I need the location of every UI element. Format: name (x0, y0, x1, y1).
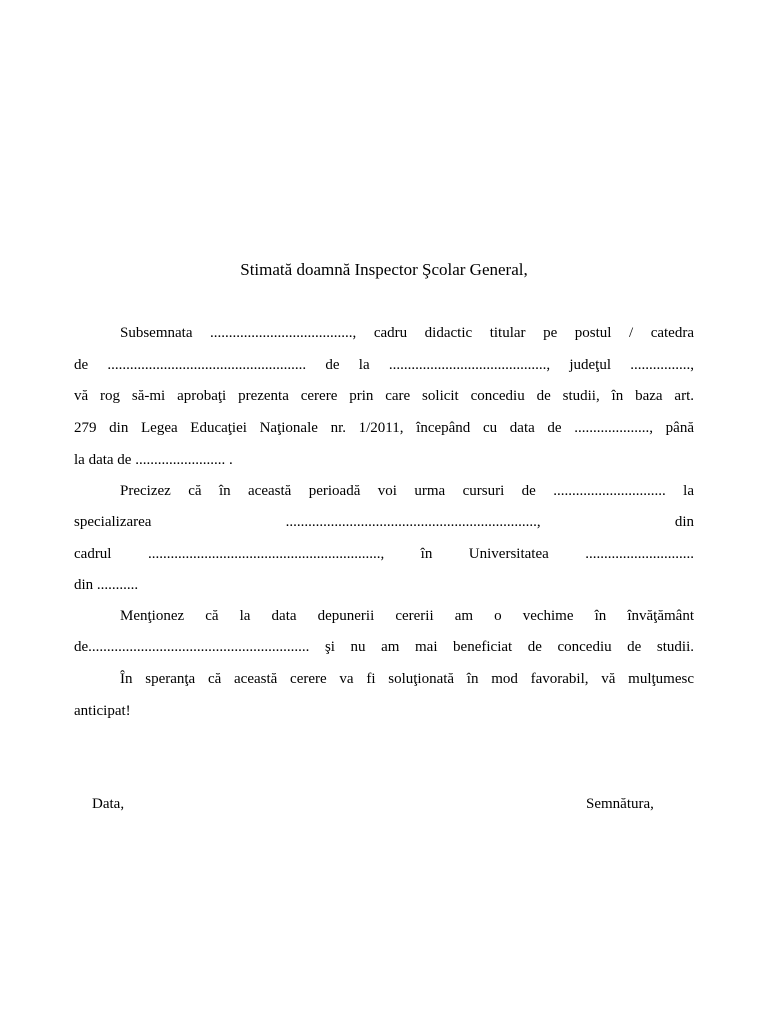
paragraph-4-line-1: În speranţa că această cerere va fi soluţionată în mod favorabil, vă mulţumesc (120, 671, 694, 687)
paragraph-1-line-4: 279 din Legea Educaţiei Naţionale nr. 1/2011, începând cu data de ...................., până (74, 420, 694, 436)
signature-label: Semnătura, (586, 796, 654, 812)
paragraph-3-line-1: Menţionez că la data depunerii cererii am o vechime în învăţământ (120, 608, 694, 624)
paragraph-2-line-3: cadrul .............................................................., în Universitatea ............................. (74, 546, 694, 562)
date-label: Data, (92, 796, 125, 812)
paragraph-1-line-1: Subsemnata ......................................, cadru didactic titular pe postul / catedra (120, 325, 694, 341)
paragraph-2-line-4: din ........... (74, 577, 139, 593)
paragraph-4-line-2: anticipat! (74, 703, 131, 719)
paragraph-3-line-2: de........................................................... şi nu am mai beneficiat de concediu de studii. (74, 639, 694, 655)
paragraph-1-line-5: la data de ........................ . (74, 452, 233, 468)
paragraph-1-line-2: de ..................................................... de la .........................................., judeţul ................, (74, 357, 694, 373)
paragraph-2-line-1: Precizez că în această perioadă voi urma cursuri de .............................. la (120, 483, 694, 499)
document-title: Stimată doamnă Inspector Şcolar General, (240, 260, 528, 279)
paragraph-1-line-3: vă rog să-mi aprobaţi prezenta cerere prin care solicit concediu de studii, în baza art. (74, 388, 694, 404)
paragraph-2-line-2: specializarea ..................................................................., din (74, 514, 694, 530)
